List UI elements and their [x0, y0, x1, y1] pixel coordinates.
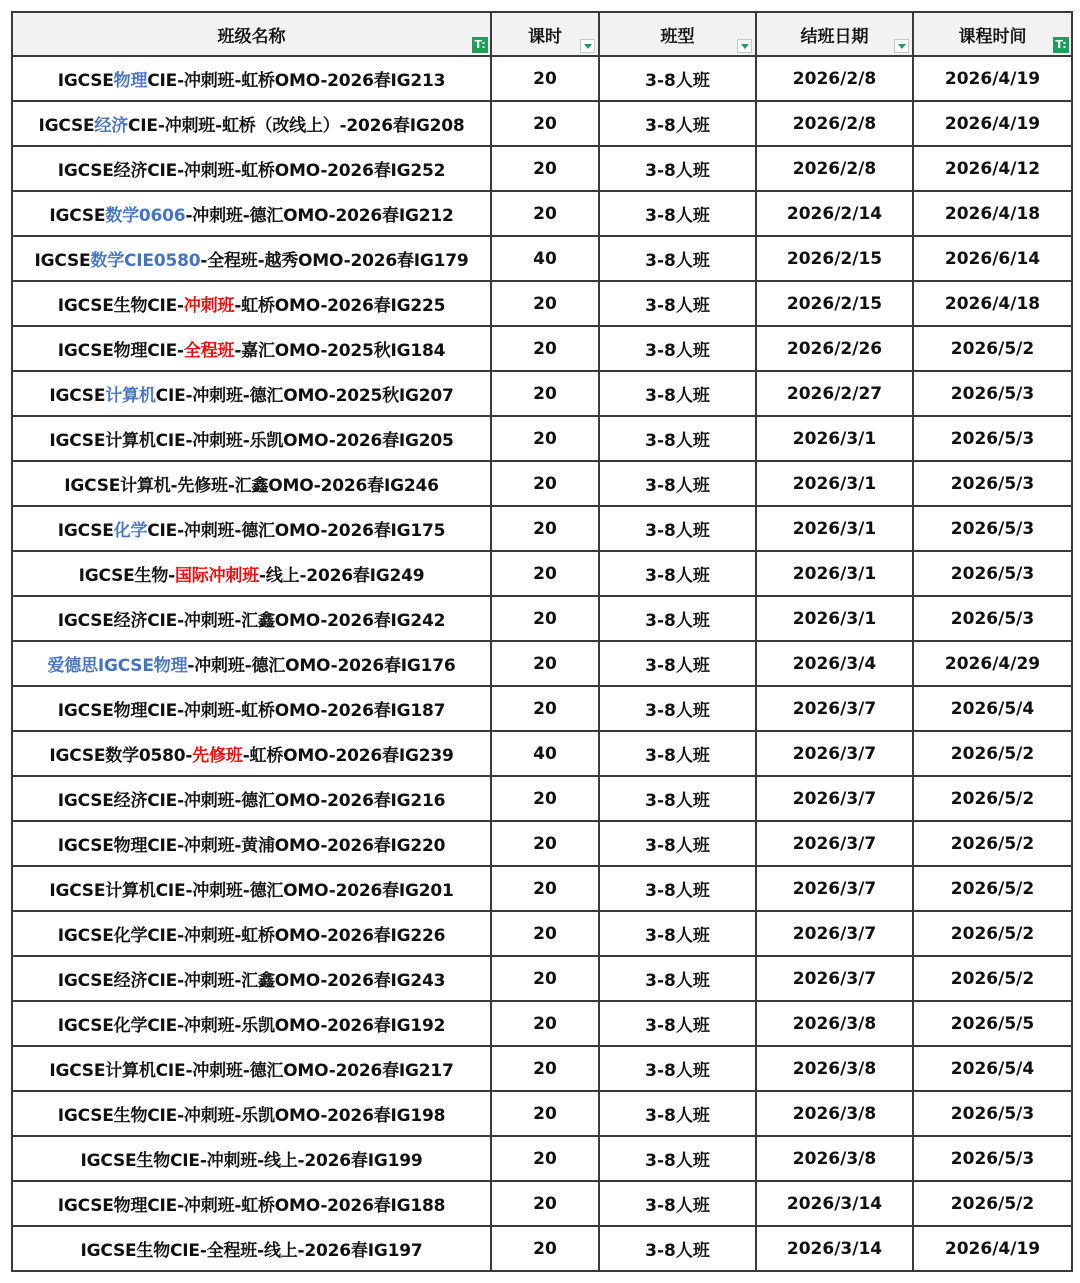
cell-class-name[interactable] [12, 1226, 491, 1271]
cell-course-time[interactable]: 2026/5/2 [913, 326, 1072, 371]
name-text: IGCSE生物CIE-冲刺班-乐凯OMO-2026春IG198 [57, 1106, 446, 1126]
cell-hours[interactable]: 20 [491, 686, 599, 731]
cell-end-date[interactable]: 2026/2/8 [756, 146, 913, 191]
name-text: IGCSE [57, 521, 114, 541]
name-text: IGCSE [57, 71, 114, 91]
table-row [12, 551, 1072, 596]
cell-hours[interactable]: 20 [491, 1091, 599, 1136]
name-text: IGCSE经济CIE-冲刺班-虹桥OMO-2026春IG252 [57, 161, 446, 181]
name-text: IGCSE生物CIE-冲刺班-线上-2026春IG199 [80, 1151, 423, 1171]
cell-course-time[interactable]: 2026/5/3 [913, 371, 1072, 416]
name-text: IGCSE [38, 116, 95, 136]
header-class-name [12, 12, 491, 56]
header-end-date [756, 12, 913, 56]
cell-course-time[interactable]: 2026/5/2 [913, 866, 1072, 911]
cell-end-date[interactable]: 2026/3/8 [756, 1091, 913, 1136]
table-row [12, 281, 1072, 326]
cell-hours[interactable]: 40 [491, 236, 599, 281]
cell-class-name[interactable] [12, 551, 491, 596]
cell-class-name[interactable] [12, 101, 491, 146]
cell-hours[interactable]: 20 [491, 551, 599, 596]
cell-class-type[interactable]: 3-8人班 [599, 731, 756, 776]
cell-class-name[interactable] [12, 56, 491, 101]
name-text: CIE-冲刺班-虹桥OMO-2026春IG213 [147, 71, 446, 91]
cell-hours[interactable]: 20 [491, 956, 599, 1001]
cell-end-date[interactable]: 2026/3/14 [756, 1226, 913, 1271]
name-text: -线上-2026春IG249 [259, 566, 425, 586]
cell-class-name[interactable] [12, 641, 491, 686]
name-text: IGCSE化学CIE-冲刺班-虹桥OMO-2026春IG226 [57, 926, 446, 946]
cell-course-time[interactable]: 2026/5/3 [913, 596, 1072, 641]
cell-class-name[interactable] [12, 776, 491, 821]
cell-class-name[interactable] [12, 911, 491, 956]
cell-class-name[interactable] [12, 146, 491, 191]
table-row [12, 416, 1072, 461]
cell-end-date[interactable]: 2026/3/4 [756, 641, 913, 686]
cell-class-name[interactable] [12, 236, 491, 281]
table-row [12, 1136, 1072, 1181]
cell-class-type[interactable]: 3-8人班 [599, 866, 756, 911]
cell-end-date[interactable]: 2026/2/26 [756, 326, 913, 371]
header-hours [491, 12, 599, 56]
cell-class-type[interactable]: 3-8人班 [599, 236, 756, 281]
name-text: IGCSE物理CIE-冲刺班-虹桥OMO-2026春IG187 [57, 701, 446, 721]
cell-hours[interactable]: 20 [491, 146, 599, 191]
cell-course-time[interactable]: 2026/6/14 [913, 236, 1072, 281]
name-text: CIE-冲刺班-虹桥（改线上）-2026春IG208 [128, 116, 465, 136]
cell-end-date[interactable]: 2026/2/8 [756, 101, 913, 146]
cell-hours[interactable]: 20 [491, 416, 599, 461]
highlighted-text: 化学 [113, 521, 148, 541]
cell-hours[interactable]: 20 [491, 911, 599, 956]
cell-end-date[interactable]: 2026/3/1 [756, 551, 913, 596]
name-text: -冲刺班-德汇OMO-2026春IG212 [185, 206, 454, 226]
cell-course-time[interactable]: 2026/5/2 [913, 821, 1072, 866]
cell-hours[interactable]: 20 [491, 191, 599, 236]
name-text: IGCSE经济CIE-冲刺班-汇鑫OMO-2026春IG243 [57, 971, 446, 991]
cell-end-date[interactable]: 2026/3/7 [756, 731, 913, 776]
name-text: IGCSE计算机CIE-冲刺班-乐凯OMO-2026春IG205 [49, 431, 454, 451]
name-text: IGCSE生物CIE- [57, 296, 184, 316]
cell-class-type[interactable]: 3-8人班 [599, 1226, 756, 1271]
cell-end-date[interactable]: 2026/2/27 [756, 371, 913, 416]
table-row [12, 911, 1072, 956]
cell-hours[interactable]: 20 [491, 371, 599, 416]
cell-class-name[interactable] [12, 821, 491, 866]
filter-dropdown-icon[interactable] [580, 39, 595, 53]
cell-class-name[interactable] [12, 596, 491, 641]
cell-class-name[interactable] [12, 731, 491, 776]
cell-class-type[interactable]: 3-8人班 [599, 326, 756, 371]
highlighted-text: 经济 [94, 116, 129, 136]
cell-end-date[interactable]: 2026/2/15 [756, 281, 913, 326]
name-text: IGCSE物理CIE-冲刺班-虹桥OMO-2026春IG188 [57, 1196, 446, 1216]
name-text: IGCSE化学CIE-冲刺班-乐凯OMO-2026春IG192 [57, 1016, 446, 1036]
name-text: -虹桥OMO-2026春IG225 [234, 296, 446, 316]
cell-hours[interactable]: 20 [491, 56, 599, 101]
cell-course-time[interactable]: 2026/5/2 [913, 731, 1072, 776]
class-schedule-sheet [11, 11, 1073, 1272]
cell-class-name[interactable] [12, 1046, 491, 1091]
cell-course-time[interactable]: 2026/5/3 [913, 416, 1072, 461]
cell-end-date[interactable]: 2026/3/7 [756, 866, 913, 911]
cell-class-type[interactable]: 3-8人班 [599, 911, 756, 956]
table-row [12, 146, 1072, 191]
cell-hours[interactable]: 20 [491, 641, 599, 686]
cell-course-time[interactable]: 2026/5/3 [913, 551, 1072, 596]
cell-end-date[interactable]: 2026/2/8 [756, 56, 913, 101]
cell-class-name[interactable] [12, 1136, 491, 1181]
table-row [12, 1046, 1072, 1091]
cell-course-time[interactable]: 2026/4/19 [913, 1226, 1072, 1271]
cell-course-time[interactable]: 2026/5/2 [913, 911, 1072, 956]
name-text: CIE-冲刺班-德汇OMO-2026春IG175 [147, 521, 446, 541]
highlighted-text: 全程班 [183, 341, 235, 361]
cell-class-type[interactable]: 3-8人班 [599, 281, 756, 326]
cell-end-date[interactable]: 2026/3/8 [756, 1001, 913, 1046]
cell-class-type[interactable]: 3-8人班 [599, 821, 756, 866]
header-course-time [913, 12, 1072, 56]
cell-hours[interactable]: 20 [491, 326, 599, 371]
cell-end-date[interactable]: 2026/3/8 [756, 1046, 913, 1091]
cell-course-time[interactable]: 2026/5/4 [913, 686, 1072, 731]
cell-end-date[interactable]: 2026/3/7 [756, 686, 913, 731]
cell-course-time[interactable]: 2026/5/3 [913, 506, 1072, 551]
cell-end-date[interactable]: 2026/3/8 [756, 1136, 913, 1181]
cell-end-date[interactable]: 2026/3/14 [756, 1181, 913, 1226]
cell-hours[interactable]: 20 [491, 1181, 599, 1226]
cell-class-type[interactable]: 3-8人班 [599, 776, 756, 821]
highlighted-text: 数学0606 [105, 206, 186, 226]
table-row [12, 1091, 1072, 1136]
name-text: IGCSE经济CIE-冲刺班-德汇OMO-2026春IG216 [57, 791, 446, 811]
cell-hours[interactable]: 20 [491, 461, 599, 506]
header-label: 课时 [528, 26, 562, 47]
filter-active-icon[interactable]: T: [1053, 37, 1069, 53]
cell-class-name[interactable] [12, 191, 491, 236]
header-label: 班级名称 [217, 26, 286, 47]
cell-hours[interactable]: 20 [491, 1136, 599, 1181]
cell-hours[interactable]: 20 [491, 1001, 599, 1046]
cell-class-name[interactable] [12, 866, 491, 911]
table-row [12, 236, 1072, 281]
cell-class-type[interactable]: 3-8人班 [599, 956, 756, 1001]
cell-class-name[interactable] [12, 686, 491, 731]
highlighted-text: 数学CIE0580 [90, 251, 201, 271]
highlighted-text: 物理 [113, 71, 148, 91]
header-label: 结班日期 [800, 26, 869, 47]
cell-end-date[interactable]: 2026/3/1 [756, 416, 913, 461]
cell-course-time[interactable]: 2026/5/4 [913, 1046, 1072, 1091]
name-text: IGCSE计算机-先修班-汇鑫OMO-2026春IG246 [64, 476, 439, 496]
table-body [12, 56, 1072, 1271]
table-row [12, 686, 1072, 731]
cell-class-name[interactable] [12, 281, 491, 326]
cell-class-name[interactable] [12, 416, 491, 461]
name-text: IGCSE [49, 386, 106, 406]
cell-class-name[interactable] [12, 1001, 491, 1046]
name-text: -嘉汇OMO-2025秋IG184 [234, 341, 446, 361]
cell-class-type[interactable]: 3-8人班 [599, 371, 756, 416]
cell-class-name[interactable] [12, 371, 491, 416]
cell-class-type[interactable]: 3-8人班 [599, 1181, 756, 1226]
cell-course-time[interactable]: 2026/4/29 [913, 641, 1072, 686]
name-text: IGCSE经济CIE-冲刺班-汇鑫OMO-2026春IG242 [57, 611, 446, 631]
table-row [12, 56, 1072, 101]
cell-class-name[interactable] [12, 461, 491, 506]
cell-end-date[interactable]: 2026/2/14 [756, 191, 913, 236]
cell-class-type[interactable]: 3-8人班 [599, 641, 756, 686]
name-text: -冲刺班-德汇OMO-2026春IG176 [187, 656, 456, 676]
cell-hours[interactable]: 20 [491, 866, 599, 911]
cell-class-type[interactable]: 3-8人班 [599, 1046, 756, 1091]
cell-course-time[interactable]: 2026/4/18 [913, 281, 1072, 326]
cell-course-time[interactable]: 2026/5/3 [913, 461, 1072, 506]
cell-course-time[interactable]: 2026/5/3 [913, 1136, 1072, 1181]
cell-class-type[interactable]: 3-8人班 [599, 596, 756, 641]
cell-class-type[interactable]: 3-8人班 [599, 1091, 756, 1136]
highlighted-text: 先修班 [192, 746, 243, 766]
class-schedule-table [11, 11, 1073, 1272]
name-text: IGCSE [49, 206, 106, 226]
cell-hours[interactable]: 20 [491, 821, 599, 866]
cell-hours[interactable]: 20 [491, 506, 599, 551]
name-text: IGCSE计算机CIE-冲刺班-德汇OMO-2026春IG201 [49, 881, 454, 901]
cell-end-date[interactable]: 2026/3/7 [756, 956, 913, 1001]
cell-end-date[interactable]: 2026/3/1 [756, 506, 913, 551]
cell-end-date[interactable]: 2026/2/15 [756, 236, 913, 281]
cell-end-date[interactable]: 2026/3/1 [756, 596, 913, 641]
cell-class-type[interactable]: 3-8人班 [599, 1001, 756, 1046]
cell-class-type[interactable]: 3-8人班 [599, 101, 756, 146]
cell-course-time[interactable]: 2026/5/2 [913, 1181, 1072, 1226]
name-text: CIE-冲刺班-德汇OMO-2025秋IG207 [155, 386, 454, 406]
table-row [12, 821, 1072, 866]
cell-class-type[interactable]: 3-8人班 [599, 506, 756, 551]
cell-class-type[interactable]: 3-8人班 [599, 146, 756, 191]
table-row [12, 101, 1072, 146]
table-row [12, 731, 1072, 776]
table-row [12, 506, 1072, 551]
cell-class-type[interactable]: 3-8人班 [599, 1136, 756, 1181]
cell-end-date[interactable]: 2026/3/7 [756, 776, 913, 821]
table-row [12, 776, 1072, 821]
table-row [12, 596, 1072, 641]
table-row [12, 641, 1072, 686]
cell-hours[interactable]: 20 [491, 281, 599, 326]
name-text: IGCSE生物- [78, 566, 175, 586]
table-row [12, 461, 1072, 506]
cell-class-name[interactable] [12, 1181, 491, 1226]
cell-course-time[interactable]: 2026/5/2 [913, 956, 1072, 1001]
cell-end-date[interactable]: 2026/3/1 [756, 461, 913, 506]
cell-end-date[interactable]: 2026/3/7 [756, 911, 913, 956]
highlighted-text: 计算机 [105, 386, 156, 406]
header-row [12, 12, 1072, 56]
cell-class-name[interactable] [12, 956, 491, 1001]
highlighted-text: 爱德思IGCSE物理 [47, 656, 188, 676]
cell-class-name[interactable] [12, 1091, 491, 1136]
cell-course-time[interactable]: 2026/5/5 [913, 1001, 1072, 1046]
cell-class-name[interactable] [12, 506, 491, 551]
name-text: IGCSE计算机CIE-冲刺班-德汇OMO-2026春IG217 [49, 1061, 454, 1081]
name-text: IGCSE [34, 251, 91, 271]
cell-course-time[interactable]: 2026/4/19 [913, 101, 1072, 146]
highlighted-text: 冲刺班 [183, 296, 235, 316]
cell-class-name[interactable] [12, 326, 491, 371]
cell-class-type[interactable]: 3-8人班 [599, 686, 756, 731]
cell-hours[interactable]: 20 [491, 776, 599, 821]
filter-active-icon[interactable]: T: [472, 37, 488, 53]
cell-course-time[interactable]: 2026/4/19 [913, 56, 1072, 101]
filter-dropdown-icon[interactable] [737, 39, 752, 53]
cell-course-time[interactable]: 2026/4/12 [913, 146, 1072, 191]
cell-course-time[interactable]: 2026/5/3 [913, 1091, 1072, 1136]
cell-class-type[interactable]: 3-8人班 [599, 551, 756, 596]
filter-dropdown-icon[interactable] [894, 39, 909, 53]
table-row [12, 191, 1072, 236]
table-row [12, 1226, 1072, 1271]
cell-class-type[interactable]: 3-8人班 [599, 56, 756, 101]
table-row [12, 1001, 1072, 1046]
name-text: -全程班-越秀OMO-2026春IG179 [200, 251, 469, 271]
name-text: IGCSE生物CIE-全程班-线上-2026春IG197 [80, 1241, 423, 1261]
cell-hours[interactable]: 20 [491, 1226, 599, 1271]
header-label: 课程时间 [958, 26, 1027, 47]
header-class-type [599, 12, 756, 56]
name-text: -虹桥OMO-2026春IG239 [242, 746, 454, 766]
table-row [12, 371, 1072, 416]
table-row [12, 866, 1072, 911]
cell-hours[interactable]: 20 [491, 101, 599, 146]
header-label: 班型 [660, 26, 695, 47]
cell-course-time[interactable]: 2026/4/18 [913, 191, 1072, 236]
name-text: IGCSE物理CIE-冲刺班-黄浦OMO-2026春IG220 [57, 836, 446, 856]
table-row [12, 326, 1072, 371]
cell-class-type[interactable]: 3-8人班 [599, 416, 756, 461]
cell-class-type[interactable]: 3-8人班 [599, 191, 756, 236]
highlighted-text: 国际冲刺班 [175, 566, 259, 586]
cell-class-type[interactable]: 3-8人班 [599, 461, 756, 506]
cell-end-date[interactable]: 2026/3/7 [756, 821, 913, 866]
name-text: IGCSE物理CIE- [57, 341, 184, 361]
cell-hours[interactable]: 20 [491, 596, 599, 641]
cell-hours[interactable]: 20 [491, 1046, 599, 1091]
cell-hours[interactable]: 40 [491, 731, 599, 776]
name-text: IGCSE数学0580- [49, 746, 193, 766]
table-row [12, 1181, 1072, 1226]
table-row [12, 956, 1072, 1001]
cell-course-time[interactable]: 2026/5/2 [913, 776, 1072, 821]
